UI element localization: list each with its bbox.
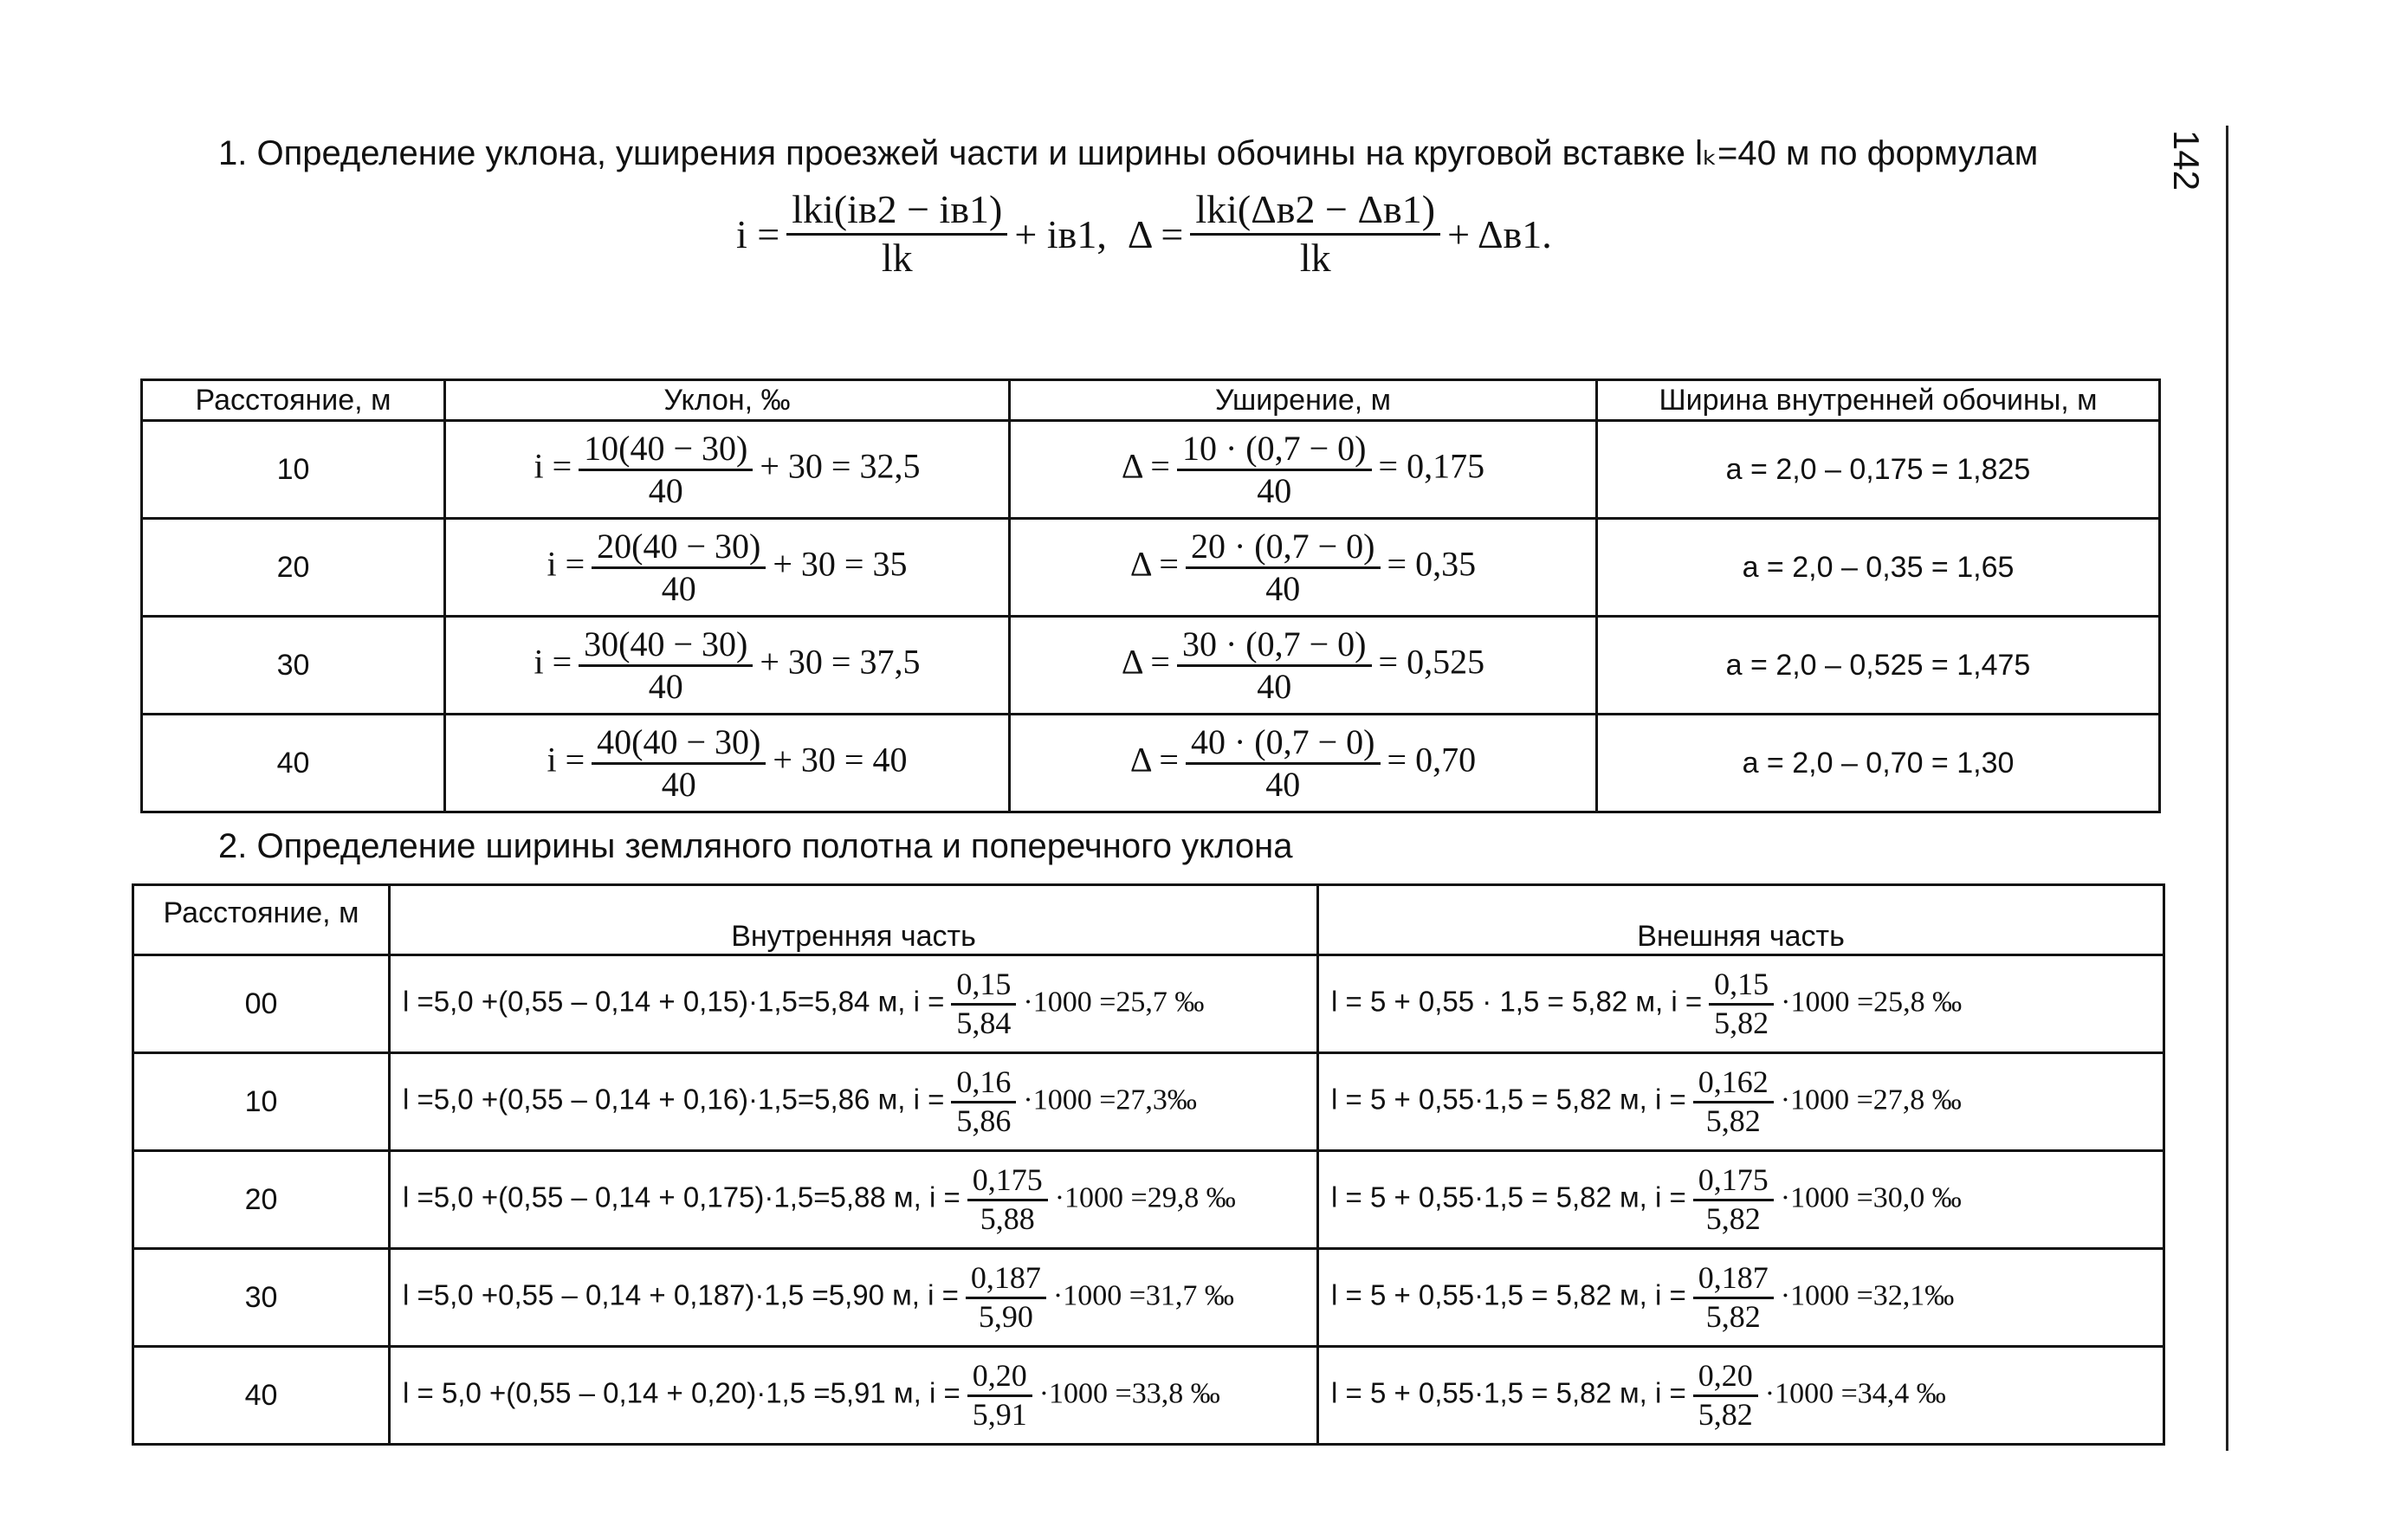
outer-part-cell bbox=[1318, 1053, 2164, 1151]
distance-cell: 00 bbox=[133, 955, 390, 1053]
formula-d-denominator: lk bbox=[1299, 235, 1331, 280]
formula-i-fraction bbox=[786, 187, 1007, 281]
slope-fraction bbox=[592, 722, 766, 805]
section-heading-1: 1. Определение уклона, уширения проезжей части и ширины обочины на круговой вставке lₖ=40 м по формулам bbox=[218, 134, 2039, 172]
slope-denominator: 40 bbox=[648, 666, 683, 706]
formula-d-fraction bbox=[1190, 187, 1440, 281]
slope-result: + 30 = 32,5 bbox=[760, 446, 921, 486]
table-row bbox=[133, 955, 2164, 1053]
formula-d-tail: + Δв1. bbox=[1447, 211, 1552, 256]
outer-part-cell bbox=[1318, 1347, 2164, 1445]
widening-fraction bbox=[1186, 722, 1381, 805]
outer-part-cell bbox=[1318, 1249, 2164, 1347]
distance-cell: 10 bbox=[133, 1053, 390, 1151]
outer-slope-denominator: 5,82 bbox=[1705, 1200, 1761, 1236]
table-header-row bbox=[142, 380, 2160, 421]
inner-slope-fraction bbox=[967, 1358, 1032, 1433]
outer-slope-denominator: 5,82 bbox=[1698, 1396, 1753, 1432]
inner-slope-denominator: 5,84 bbox=[956, 1005, 1012, 1040]
outer-width-formula: l = 5 + 0,55·1,5 = 5,82 м, i = bbox=[1331, 1083, 1686, 1116]
inner-width-formula: l =5,0 +(0,55 – 0,14 + 0,15)·1,5=5,84 м, i = bbox=[403, 985, 945, 1018]
outer-slope-numerator: 0,20 bbox=[1693, 1358, 1758, 1396]
widening-lhs: Δ = bbox=[1121, 642, 1170, 682]
formula-d-numerator: lki(Δв2 − Δв1) bbox=[1190, 187, 1440, 236]
outer-slope-numerator: 0,15 bbox=[1709, 967, 1774, 1005]
formula-i-denominator: lk bbox=[881, 235, 913, 280]
inner-slope-result: ·1000 =25,7 ‰ bbox=[1023, 986, 1205, 1019]
table-row bbox=[142, 421, 2160, 519]
formula-i-lhs: i = bbox=[736, 211, 780, 256]
slope-numerator: 30(40 − 30) bbox=[579, 624, 753, 667]
inner-part-cell bbox=[390, 1347, 1318, 1445]
distance-cell: 40 bbox=[142, 715, 445, 812]
distance-cell: 20 bbox=[133, 1151, 390, 1249]
table-row bbox=[133, 1053, 2164, 1151]
distance-cell: 10 bbox=[142, 421, 445, 519]
inner-slope-denominator: 5,90 bbox=[978, 1298, 1033, 1334]
outer-slope-denominator: 5,82 bbox=[1705, 1103, 1761, 1138]
outer-slope-fraction bbox=[1693, 1358, 1758, 1433]
widening-fraction bbox=[1177, 429, 1372, 511]
inner-part-cell bbox=[390, 1151, 1318, 1249]
slope-numerator: 20(40 − 30) bbox=[592, 527, 766, 569]
inner-width-formula: l =5,0 +0,55 – 0,14 + 0,187)·1,5 =5,90 м, i = bbox=[403, 1278, 959, 1311]
slope-denominator: 40 bbox=[648, 470, 683, 510]
shoulder-cell: a = 2,0 – 0,35 = 1,65 bbox=[1597, 519, 2160, 617]
table-row bbox=[142, 617, 2160, 715]
shoulder-cell: a = 2,0 – 0,175 = 1,825 bbox=[1597, 421, 2160, 519]
header-outer-part: Внешняя часть bbox=[1318, 885, 2164, 955]
subgrade-width-table bbox=[132, 883, 2165, 1446]
table-row bbox=[133, 1151, 2164, 1249]
widening-numerator: 10 · (0,7 − 0) bbox=[1177, 429, 1372, 471]
widening-result: = 0,175 bbox=[1378, 446, 1485, 486]
section-heading-2: 2. Определение ширины земляного полотна и поперечного уклона bbox=[218, 827, 1293, 865]
formula-i-numerator: lki(iв2 − iв1) bbox=[786, 187, 1007, 236]
widening-result: = 0,35 bbox=[1387, 544, 1477, 584]
table-header-row bbox=[133, 885, 2164, 955]
inner-slope-numerator: 0,20 bbox=[967, 1358, 1032, 1396]
outer-slope-result: ·1000 =25,8 ‰ bbox=[1781, 986, 1963, 1019]
inner-slope-denominator: 5,88 bbox=[980, 1200, 1035, 1236]
inner-slope-result: ·1000 =33,8 ‰ bbox=[1038, 1377, 1220, 1410]
outer-slope-result: ·1000 =30,0 ‰ bbox=[1780, 1181, 1962, 1214]
outer-slope-numerator: 0,187 bbox=[1693, 1260, 1774, 1298]
widening-cell bbox=[1010, 519, 1597, 617]
header-distance: Расстояние, м bbox=[133, 885, 390, 955]
widening-cell bbox=[1010, 617, 1597, 715]
shoulder-cell: a = 2,0 – 0,70 = 1,30 bbox=[1597, 715, 2160, 812]
inner-slope-fraction bbox=[966, 1260, 1046, 1335]
table-row bbox=[142, 715, 2160, 812]
slope-lhs: i = bbox=[534, 446, 572, 486]
outer-slope-denominator: 5,82 bbox=[1705, 1298, 1761, 1334]
outer-slope-fraction bbox=[1693, 1162, 1774, 1237]
widening-fraction bbox=[1177, 624, 1372, 707]
slope-result: + 30 = 35 bbox=[773, 544, 908, 584]
page-number: 142 bbox=[2166, 130, 2207, 191]
inner-slope-numerator: 0,16 bbox=[951, 1064, 1016, 1103]
widening-fraction bbox=[1186, 527, 1381, 609]
outer-slope-denominator: 5,82 bbox=[1714, 1005, 1769, 1040]
slope-cell bbox=[445, 715, 1010, 812]
slope-cell bbox=[445, 421, 1010, 519]
inner-slope-fraction bbox=[951, 967, 1016, 1041]
inner-slope-numerator: 0,175 bbox=[967, 1162, 1048, 1200]
widening-numerator: 30 · (0,7 − 0) bbox=[1177, 624, 1372, 667]
inner-slope-result: ·1000 =27,3‰ bbox=[1023, 1084, 1197, 1116]
inner-part-cell bbox=[390, 1053, 1318, 1151]
header-distance: Расстояние, м bbox=[142, 380, 445, 421]
slope-result: + 30 = 40 bbox=[773, 740, 908, 780]
inner-width-formula: l =5,0 +(0,55 – 0,14 + 0,175)·1,5=5,88 м, i = bbox=[403, 1181, 960, 1213]
widening-numerator: 20 · (0,7 − 0) bbox=[1186, 527, 1381, 569]
table-row bbox=[142, 519, 2160, 617]
widening-lhs: Δ = bbox=[1129, 544, 1179, 584]
distance-cell: 40 bbox=[133, 1347, 390, 1445]
slope-cell bbox=[445, 617, 1010, 715]
widening-lhs: Δ = bbox=[1121, 446, 1170, 486]
outer-width-formula: l = 5 + 0,55·1,5 = 5,82 м, i = bbox=[1331, 1181, 1686, 1213]
widening-denominator: 40 bbox=[1257, 470, 1292, 510]
outer-width-formula: l = 5 + 0,55·1,5 = 5,82 м, i = bbox=[1331, 1278, 1686, 1311]
general-formula bbox=[736, 173, 1552, 294]
inner-slope-fraction bbox=[967, 1162, 1048, 1237]
widening-denominator: 40 bbox=[1265, 764, 1301, 804]
widening-denominator: 40 bbox=[1265, 568, 1301, 608]
outer-part-cell bbox=[1318, 1151, 2164, 1249]
shoulder-cell: a = 2,0 – 0,525 = 1,475 bbox=[1597, 617, 2160, 715]
widening-lhs: Δ = bbox=[1129, 740, 1179, 780]
widening-numerator: 40 · (0,7 − 0) bbox=[1186, 722, 1381, 765]
margin-rule bbox=[2226, 126, 2228, 1451]
inner-slope-result: ·1000 =29,8 ‰ bbox=[1054, 1181, 1236, 1214]
slope-denominator: 40 bbox=[661, 568, 696, 608]
header-shoulder: Ширина внутренней обочины, м bbox=[1597, 380, 2160, 421]
slope-widening-table bbox=[140, 379, 2161, 813]
inner-slope-numerator: 0,15 bbox=[951, 967, 1016, 1005]
slope-result: + 30 = 37,5 bbox=[760, 642, 921, 682]
slope-lhs: i = bbox=[547, 740, 585, 780]
slope-lhs: i = bbox=[534, 642, 572, 682]
distance-cell: 30 bbox=[142, 617, 445, 715]
inner-part-cell bbox=[390, 1249, 1318, 1347]
slope-lhs: i = bbox=[547, 544, 585, 584]
outer-slope-fraction bbox=[1693, 1260, 1774, 1335]
outer-slope-result: ·1000 =32,1‰ bbox=[1780, 1279, 1955, 1312]
inner-slope-denominator: 5,86 bbox=[956, 1103, 1012, 1138]
widening-cell bbox=[1010, 715, 1597, 812]
inner-slope-numerator: 0,187 bbox=[966, 1260, 1046, 1298]
slope-numerator: 10(40 − 30) bbox=[579, 429, 753, 471]
slope-fraction bbox=[592, 527, 766, 609]
inner-part-cell bbox=[390, 955, 1318, 1053]
formula-d-lhs: Δ = bbox=[1127, 211, 1184, 256]
outer-slope-fraction bbox=[1693, 1064, 1774, 1139]
distance-cell: 20 bbox=[142, 519, 445, 617]
outer-slope-result: ·1000 =27,8 ‰ bbox=[1780, 1084, 1962, 1116]
header-inner-part: Внутренняя часть bbox=[390, 885, 1318, 955]
widening-cell bbox=[1010, 421, 1597, 519]
outer-slope-result: ·1000 =34,4 ‰ bbox=[1764, 1377, 1946, 1410]
table-row bbox=[133, 1347, 2164, 1445]
widening-result: = 0,525 bbox=[1378, 642, 1485, 682]
widening-result: = 0,70 bbox=[1387, 740, 1477, 780]
outer-width-formula: l = 5 + 0,55 · 1,5 = 5,82 м, i = bbox=[1331, 985, 1703, 1018]
inner-width-formula: l =5,0 +(0,55 – 0,14 + 0,16)·1,5=5,86 м, i = bbox=[403, 1083, 945, 1116]
slope-fraction bbox=[579, 429, 753, 511]
outer-slope-numerator: 0,175 bbox=[1693, 1162, 1774, 1200]
outer-part-cell bbox=[1318, 955, 2164, 1053]
distance-cell: 30 bbox=[133, 1249, 390, 1347]
inner-slope-result: ·1000 =31,7 ‰ bbox=[1052, 1279, 1234, 1312]
outer-width-formula: l = 5 + 0,55·1,5 = 5,82 м, i = bbox=[1331, 1376, 1686, 1409]
slope-denominator: 40 bbox=[661, 764, 696, 804]
slope-numerator: 40(40 − 30) bbox=[592, 722, 766, 765]
inner-width-formula: l = 5,0 +(0,55 – 0,14 + 0,20)·1,5 =5,91 м, i = bbox=[403, 1376, 960, 1409]
widening-denominator: 40 bbox=[1257, 666, 1292, 706]
inner-slope-fraction bbox=[951, 1064, 1016, 1139]
outer-slope-fraction bbox=[1709, 967, 1774, 1041]
inner-slope-denominator: 5,91 bbox=[972, 1396, 1027, 1432]
slope-cell bbox=[445, 519, 1010, 617]
slope-fraction bbox=[579, 624, 753, 707]
header-slope: Уклон, ‰ bbox=[445, 380, 1010, 421]
header-widening: Уширение, м bbox=[1010, 380, 1597, 421]
formula-i-tail: + iв1, bbox=[1014, 211, 1107, 256]
table-row bbox=[133, 1249, 2164, 1347]
outer-slope-numerator: 0,162 bbox=[1693, 1064, 1774, 1103]
